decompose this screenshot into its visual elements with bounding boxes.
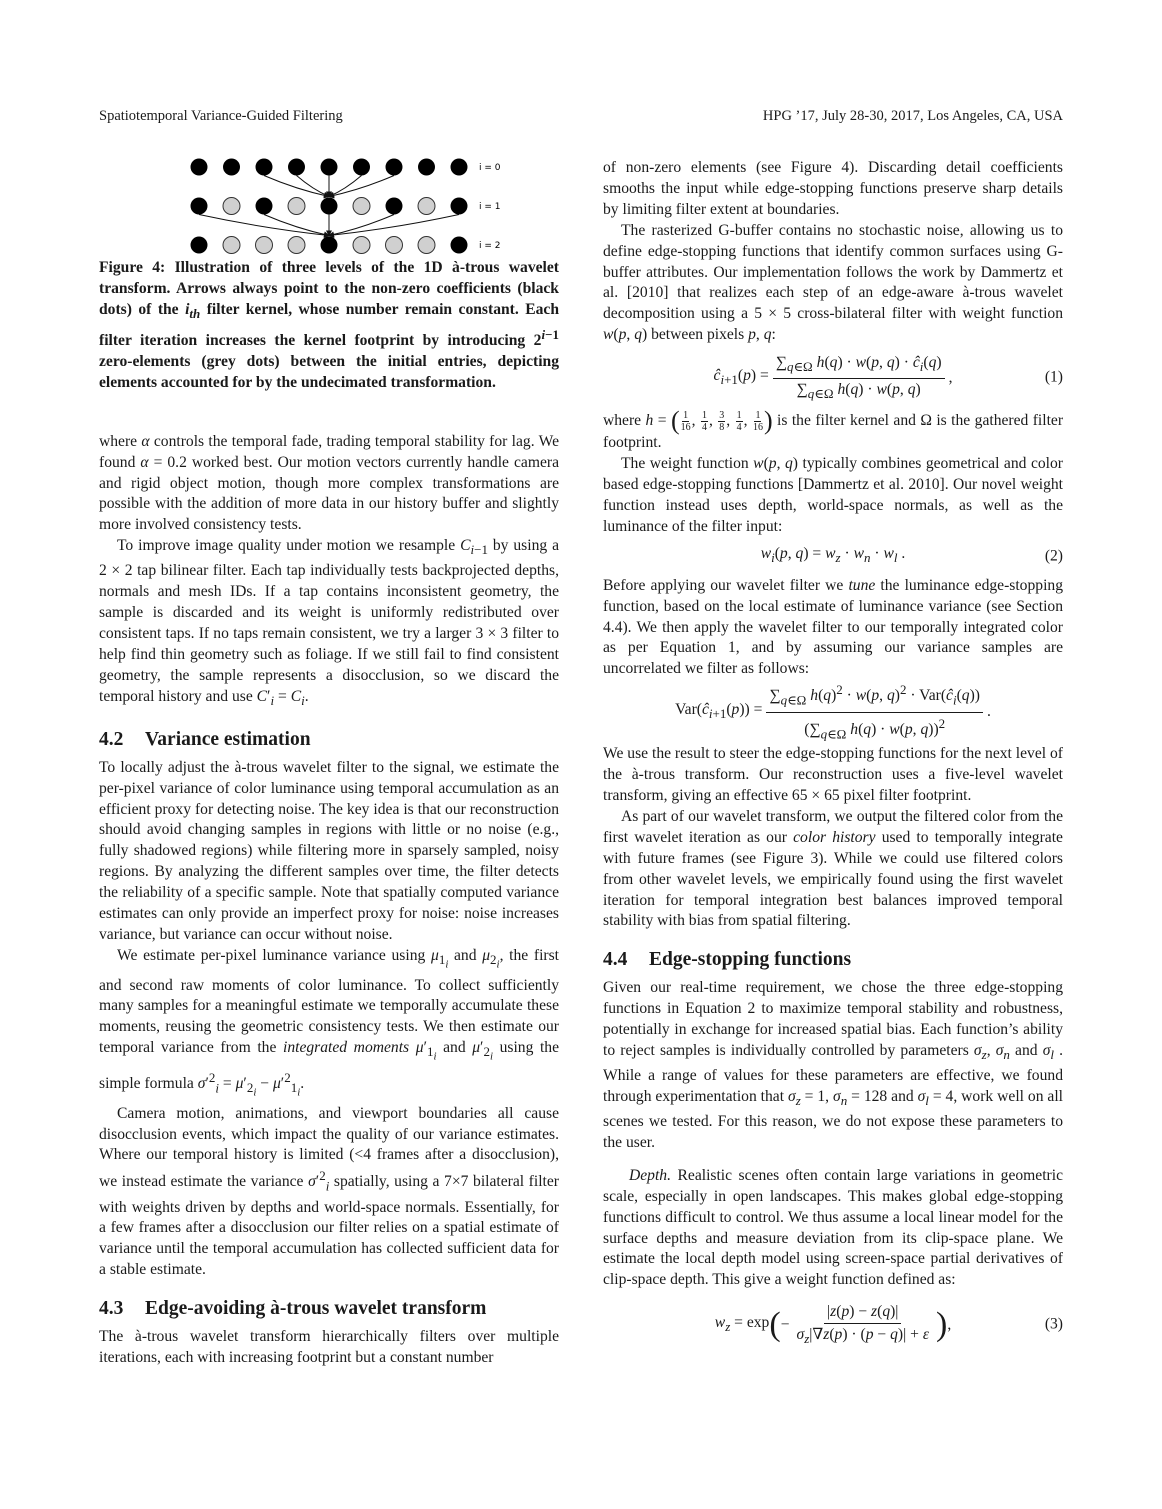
nonzero-coefficient-dot — [191, 159, 208, 176]
left-column — [99, 158, 559, 1369]
nonzero-coefficient-dot — [451, 198, 468, 215]
paragraph: Camera motion, animations, and viewport boundaries all cause disocclusion events, which impact the quality of our variance estimates. Where our temporal history is limited (<4 frames after a disocclusion), we instead estimate the variance $\sigma'^2_i$ spatially, using a 7×7 bilateral filter with weights driven by depths and world-space normals. Essentially, for a few frames after a disocclusion our filter relies on a spatial estimate of variance until the temporal accumulation has collected sufficient data for a stable estimate. — [99, 1104, 559, 1279]
paragraph: The à-trous wavelet transform hierarchically filters over multiple iterations, each with increasing footprint but a constant number — [99, 1328, 559, 1367]
equation-number: (2) — [1044, 547, 1063, 565]
running-header-right: HPG ’17, July 28-30, 2017, Los Angeles, CA, USA — [762, 108, 1063, 124]
nonzero-coefficient-dot — [256, 198, 273, 215]
zero-element-dot — [353, 198, 370, 215]
zero-element-dot — [256, 237, 273, 254]
paragraph: The rasterized G-buffer contains no stochastic noise, allowing us to define edge-stopping functions that identify common surfaces using G-buffer attributes. Our implementation follows the work by Dammertz et al. [2010] that realizes each step of an edge-aware à-trous wavelet decomposition using a 5 × 5 cross-bilateral filter with weight function w(p, q) between pixels p, q: — [603, 221, 1063, 344]
paragraph: of non-zero elements (see Figure 4). Discarding detail coefficients smooths the input while edge-stopping functions preserve sharp details by limiting filter extent at boundaries. — [603, 159, 1063, 218]
paragraph: Before applying our wavelet filter we tune the luminance edge-stopping function, based on the local estimate of luminance variance (see Section 4.4). We then apply the wavelet filter to our temporally integrated color as per Equation 1, and by assuming our variance samples are uncorrelated we filter as follows: — [603, 576, 1063, 678]
nonzero-coefficient-dot — [321, 237, 338, 254]
filter-arrow — [329, 215, 459, 236]
paragraph: where h = ( $\frac{1}{16}$ , $\frac{1}{4}$ , $\frac{3}{8}$ , $\frac{1}{4}$ , $\frac{1}{16}$ ) is the filter kernel and Ω is the gathered filter footprint. — [603, 406, 1064, 452]
nonzero-coefficient-dot — [451, 159, 468, 176]
filter-arrow — [329, 176, 394, 197]
nonzero-coefficient-dot — [321, 159, 338, 176]
filter-arrow — [264, 176, 329, 197]
zero-element-dot — [223, 237, 240, 254]
nonzero-coefficient-dot — [451, 237, 468, 254]
equation-1: $ĉ_{i+1}(p)$ = $\frac{\sum_{q\in\Omega} h(q) \cdot w(p, q) \cdot ĉ_i(q)}{\sum_{q\in\Omega} h(q) \cdot w(p, q)}$ , (1) — [713, 353, 1063, 401]
paragraph: As part of our wavelet transform, we output the filtered color from the first wavelet iteration as our color history used to temporally integrate with future frames (see Figure 3). While we could use filtered colors from other wavelet levels, we empirically found using the first wavelet iteration for temporal integration best balances improved temporal stability with bias from spatial filtering. — [603, 807, 1063, 930]
filter-arrow — [264, 215, 329, 236]
running-header-left: Spatiotemporal Variance-Guided Filtering — [99, 108, 343, 124]
equation-2: $w_i(p$, $q) = w_z \cdot w_n \cdot w_l$ . (2) — [760, 545, 1063, 566]
nonzero-coefficient-dot — [386, 198, 403, 215]
equation-3: $w_z = \exp$ ( − $\frac{|z(p) - z(q)|}{\sigma_z|\nabla z(p) \cdot (p - q)| + \varepsilon}$ ) , (3) — [714, 1302, 1063, 1346]
nonzero-coefficient-dot — [223, 159, 240, 176]
filter-arrow — [329, 176, 362, 197]
zero-element-dot — [353, 237, 370, 254]
zero-element-dot — [288, 237, 305, 254]
nonzero-coefficient-dot — [418, 159, 435, 176]
equation-number: (1) — [1044, 368, 1063, 386]
paragraph: where α controls the temporal fade, trading temporal stability for lag. We found α = 0.2 worked best. Our motion vectors currently handle camera and rigid object motion, though more complex transformations are possible with the addition of more data in our history buffer and slightly more involved consistency tests. — [99, 432, 559, 534]
nonzero-coefficient-dot — [191, 237, 208, 254]
figure-caption: Figure 4: Illustration of three levels of the 1D à-trous wavelet transform. Arrows always point to the non-zero coefficients (black dots) of the $i_{th}$ filter kernel, whose number remain constant. Each filter iteration increases the kernel footprint by introducing $2^{i-1}$ zero-elements (grey dots) between the initial entries, depicting elements accounted for by the undecimated transformation. — [99, 259, 559, 391]
section-heading-4-3: 4.3 Edge-avoiding à-trous wavelet transform — [99, 1298, 487, 1320]
atrous-diagram — [179, 158, 539, 254]
paragraph: Depth. Realistic scenes often contain large variations in geometric scale, especially in open landscapes. This makes global edge-stopping functions difficult to control. We thus assume a local linear model for the surface depths and measure deviation from its clip-space plane. We estimate the local depth model using screen-space partial derivatives of clip-space depth. This give a weight function defined as: — [603, 1166, 1063, 1289]
nonzero-coefficient-dot — [353, 159, 370, 176]
paragraph: To improve image quality under motion we resample $C_{i-1}$ by using a 2 × 2 tap bilinear filter. Each tap individually tests backprojected depths, normals and mesh IDs. If a tap contains inconsistent geometry, the sample is discarded and its weight is uniformly redistributed over consistent taps. If no taps remain consistent, we try a larger 3 × 3 filter to help find thin geometry such as foliage. If we still fail to find consistent geometry, the sample represents a disocclusion, so we discard the temporal history and use $C'_i = C_i$. — [99, 537, 559, 708]
equation-number: (3) — [1044, 1315, 1063, 1333]
zero-element-dot — [386, 237, 403, 254]
zero-element-dot — [288, 198, 305, 215]
paragraph: We use the result to steer the edge-stopping functions for the next level of the à-trous transform. Our reconstruction uses a five-level wavelet transform, giving an effective 65 × 65 pixel filter footprint. — [603, 745, 1063, 805]
right-column — [603, 158, 1063, 1359]
zero-element-dot — [418, 198, 435, 215]
zero-element-dot — [223, 198, 240, 215]
nonzero-coefficient-dot — [191, 198, 208, 215]
figure-4 — [99, 158, 559, 254]
section-heading-4-2: 4.2 Variance estimation — [99, 728, 311, 750]
section-heading-4-4: 4.4 Edge-stopping functions — [603, 949, 852, 971]
filter-arrow — [329, 215, 394, 236]
level-label: i = 0 — [479, 163, 501, 173]
level-label: i = 2 — [479, 241, 501, 251]
paragraph: Given our real-time requirement, we chose the three edge-stopping functions in Equation 2 to maximize temporal stability and robustness, potentially in exchange for increased spatial bias. Each function’s ability to reject samples is individually controlled by parameters $\sigma_z$, $\sigma_n$ and $\sigma_l$ . While a range of values for these parameters are effective, we found through experimentation that $\sigma_z = 1$, $\sigma_n = 128$ and $\sigma_l = 4$, work well on all scenes we tested. For this reason, we do not expose these parameters to the user. — [603, 979, 1064, 1151]
nonzero-coefficient-dot — [321, 198, 338, 215]
nonzero-coefficient-dot — [288, 159, 305, 176]
paragraph: To locally adjust the à-trous wavelet filter to the signal, we estimate the per-pixel variance of color luminance using temporal accumulation as an efficient proxy for detecting noise. The key idea is that our reconstruction should avoid changing samples in regions with little or no noise (e.g., fully shadowed regions) while filtering more in sparsely sampled, noisy regions. By analyzing the different samples over time, the filter detects the reliability of a specific sample. Note that spatially computed variance estimates can only provide an imperfect proxy for noise: noise increases variance, but variance can occur without noise. — [99, 758, 559, 943]
nonzero-coefficient-dot — [386, 159, 403, 176]
filter-arrow — [199, 215, 329, 236]
nonzero-coefficient-dot — [256, 159, 273, 176]
zero-element-dot — [418, 237, 435, 254]
level-label: i = 1 — [479, 202, 501, 212]
equation-variance: $Var(ĉ_{i+1}(p))$ = $\frac{\sum_{q\in\Omega} h(q)^2 \cdot w(p, q)^2 \cdot Var(ĉ_i(q))}{(\sum_{q\in\Omega} h(q) \cdot w(p, q))^2}$ . — [675, 682, 991, 742]
paragraph: We estimate per-pixel luminance variance using $\mu_{1_i}$ and $\mu_{2_i}$, the first and second raw moments of color luminance. To collect sufficiently many samples for a meaningful estimate we temporally accumulate these moments, reusing the geometric consistency tests. We then estimate our temporal variance from the integrated moments $\mu'_{1_i}$ and $\mu'_{2_i}$ using the simple formula $\sigma'^2_i = \mu'_{2_i} - \mu'^2_{1_i}$. — [99, 946, 560, 1099]
filter-arrow — [297, 176, 330, 197]
paragraph: The weight function w(p, q) typically combines geometrical and color based edge-stopping functions [Dammertz et al. 2010]. Our novel weight function instead uses depth, world-space normals, as well as the luminance of the filter input: — [603, 455, 1063, 535]
